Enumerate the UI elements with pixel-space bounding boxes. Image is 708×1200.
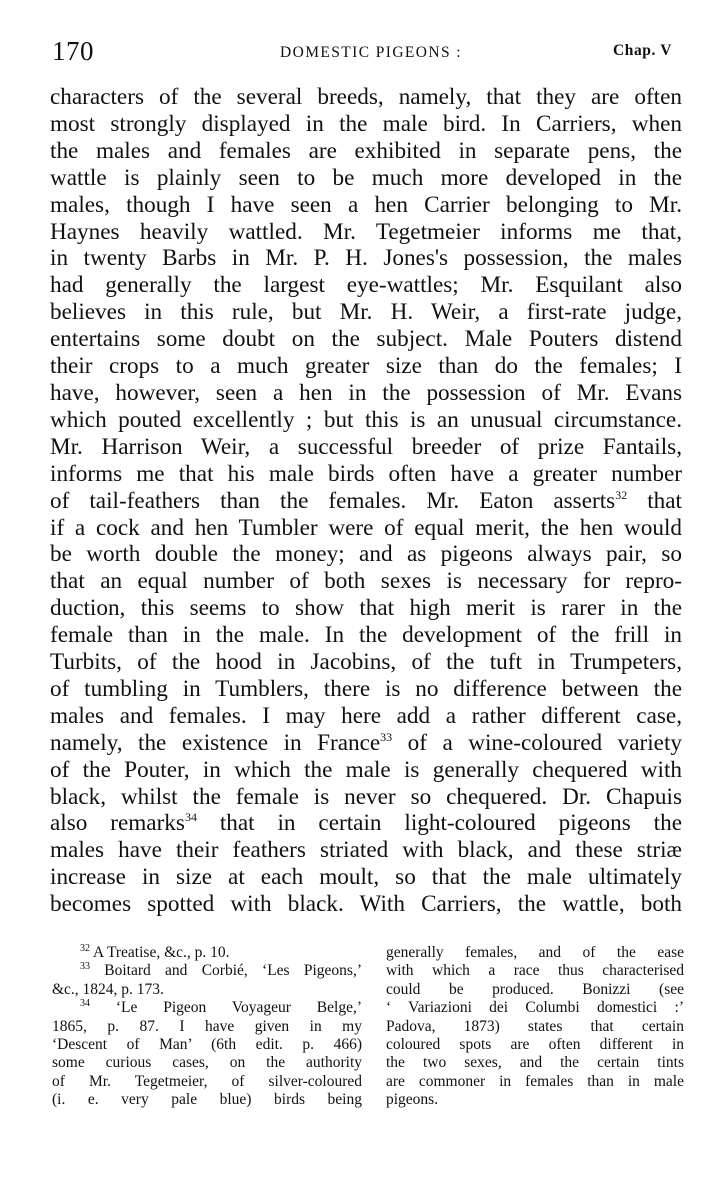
- footnote-line: [52, 981, 362, 999]
- body-line: [50, 407, 682, 434]
- body-line-text: of tumbling in Tumblers, there is no difference between the: [50, 675, 682, 702]
- body-line: [50, 810, 682, 837]
- footnote-reference: 34: [184, 810, 197, 825]
- body-line: [50, 784, 682, 811]
- body-line-text: wattle is plainly seen to be much more developed in the: [50, 164, 682, 191]
- body-line: [50, 245, 682, 272]
- body-line: [50, 84, 682, 111]
- body-line: [50, 165, 682, 192]
- body-line-text: be worth double the money; and as pigeons always pair, so: [50, 541, 682, 568]
- footnote-text: Boitard and Corbié, ‘Les Pigeons,’: [90, 962, 362, 980]
- body-line-text: if a cock and hen Tumbler were of equal merit, the hen would: [50, 514, 682, 541]
- page-number: 170: [52, 36, 94, 66]
- body-line-text: believes in this rule, but Mr. H. Weir, a first-rate judge,: [50, 299, 682, 326]
- footnote-line: [52, 1018, 362, 1036]
- body-line-text: that: [627, 487, 682, 514]
- page-header: [50, 34, 672, 68]
- footnote-number: 34: [80, 998, 90, 1010]
- footnote-line: could be produced. Bonizzi (see: [386, 980, 684, 998]
- footnote-reference: 32: [615, 487, 628, 502]
- footnote-line: coloured spots are often different in: [386, 1036, 684, 1054]
- body-line: [50, 192, 682, 219]
- footnote-line: with which a race thus characterised: [386, 962, 684, 980]
- footnote-line: [52, 1091, 362, 1109]
- body-line: [50, 891, 682, 918]
- body-line: [50, 568, 682, 595]
- body-line: [50, 380, 682, 407]
- body-line-text: duction, this seems to show that high merit is rarer in the: [50, 595, 682, 622]
- footnote-text: ‘Le Pigeon Voyageur Belge,’: [90, 999, 362, 1017]
- body-line: [50, 461, 682, 488]
- footnote-line: [52, 999, 362, 1017]
- body-line: [50, 488, 682, 515]
- body-line: [50, 272, 682, 299]
- body-line-text: of tail-feathers than the females. Mr. Eaton asserts: [50, 487, 616, 514]
- footnote-text: ‘Descent of Man’ (6th edit. p. 466): [52, 1036, 362, 1054]
- body-line-text: of the Pouter, in which the male is generally chequered with: [50, 756, 682, 783]
- footnotes-left-column: [52, 944, 362, 1110]
- body-line-text: also remarks: [50, 810, 185, 837]
- body-line-text: characters of the several breeds, namely, that they are often: [50, 84, 682, 110]
- footnote-text: A Treatise, &c., p. 10.: [90, 944, 230, 961]
- body-line-text: their crops to a much greater size than do the females; I: [50, 353, 682, 380]
- footnote-reference: 33: [380, 729, 393, 744]
- body-line: [50, 111, 682, 138]
- body-line-text: informs me that his male birds often have a greater number: [50, 460, 682, 487]
- body-line-text: had generally the largest eye-wattles; Mr. Esquilant also: [50, 272, 682, 299]
- body-line: [50, 353, 682, 380]
- footnote-text: of Mr. Tegetmeier, of silver-coloured: [52, 1072, 362, 1090]
- body-line-text: males and females. I may here add a rather different case,: [50, 702, 682, 729]
- body-line-text: Mr. Harrison Weir, a successful breeder of prize Fantails,: [50, 433, 682, 460]
- body-line-text: black, whilst the female is never so chequered. Dr. Chapuis: [50, 783, 682, 810]
- body-line-text: of a wine-coloured variety: [392, 729, 682, 756]
- body-line: [50, 219, 682, 246]
- body-line: [50, 595, 682, 622]
- running-title: DOMESTIC PIGEONS :: [280, 44, 462, 61]
- footnotes-right-column: [386, 944, 684, 1110]
- footnote-line: [52, 944, 362, 962]
- body-line-text: the males and females are exhibited in separate pens, the: [50, 137, 682, 164]
- body-line: [50, 622, 682, 649]
- body-text: [50, 84, 682, 918]
- footnote-line: ‘ Variazioni dei Columbi domestici :’: [386, 999, 684, 1017]
- footnote-text: some curious cases, on the authority: [52, 1054, 362, 1072]
- footnote-number: 33: [80, 961, 90, 973]
- body-line-text: increase in size at each moult, so that the male ultimately: [50, 864, 682, 891]
- footnote-line: Padova, 1873) states that certain: [386, 1017, 684, 1035]
- footnote-number: 32: [80, 943, 90, 954]
- body-line-text: which pouted excellently ; but this is an unusual circumstance.: [50, 406, 682, 433]
- footnote-line: [52, 1054, 362, 1072]
- body-line: [50, 864, 682, 891]
- footnote-line: pigeons.: [386, 1091, 439, 1109]
- footnote-line: are commoner in females than in male: [386, 1072, 684, 1090]
- body-line: [50, 730, 682, 757]
- body-line-text: Turbits, of the hood in Jacobins, of the tuft in Trumpeters,: [50, 649, 682, 676]
- body-line: [50, 837, 682, 864]
- footnote-text: &c., 1824, p. 173.: [52, 980, 164, 998]
- body-line: [50, 515, 682, 542]
- body-line: [50, 757, 682, 784]
- body-line: [50, 326, 682, 353]
- body-line: [50, 649, 682, 676]
- body-line-text: entertains some doubt on the subject. Male Pouters distend: [50, 326, 682, 353]
- body-line-text: female than in the male. In the development of the frill in: [50, 622, 682, 649]
- body-line-text: in twenty Barbs in Mr. P. H. Jones's possession, the males: [50, 245, 682, 272]
- footnote-line: the two sexes, and the certain tints: [386, 1054, 684, 1072]
- chapter-label: Chap. V: [612, 42, 672, 59]
- body-line: [50, 541, 682, 568]
- body-line-text: have, however, seen a hen in the possession of Mr. Evans: [50, 379, 682, 406]
- footnote-line: [52, 1073, 362, 1091]
- body-line-text: males have their feathers striated with black, and these striæ: [50, 837, 682, 864]
- body-line-text: becomes spotted with black. With Carriers, the wattle, both: [50, 891, 682, 918]
- body-line-text: most strongly displayed in the male bird. In Carriers, when: [50, 110, 682, 137]
- footnote-line: [52, 1036, 362, 1054]
- body-line-text: Haynes heavily wattled. Mr. Tegetmeier informs me that,: [50, 218, 682, 245]
- footnotes: [50, 944, 684, 1124]
- body-line: [50, 434, 682, 461]
- body-line-text: namely, the existence in France: [50, 729, 381, 756]
- body-line: [50, 299, 682, 326]
- body-line-text: that in certain light-coloured pigeons the: [196, 810, 682, 837]
- footnote-line: [52, 962, 362, 980]
- footnote-line: generally females, and of the ease: [386, 944, 684, 961]
- body-line-text: that an equal number of both sexes is necessary for repro-: [50, 568, 682, 595]
- footnote-text: 1865, p. 87. I have given in my: [52, 1017, 362, 1035]
- body-line-text: males, though I have seen a hen Carrier belonging to Mr.: [50, 191, 682, 218]
- body-line: [50, 138, 682, 165]
- body-line: [50, 703, 682, 730]
- body-line: [50, 676, 682, 703]
- footnote-text: (i. e. very pale blue) birds being: [52, 1091, 362, 1109]
